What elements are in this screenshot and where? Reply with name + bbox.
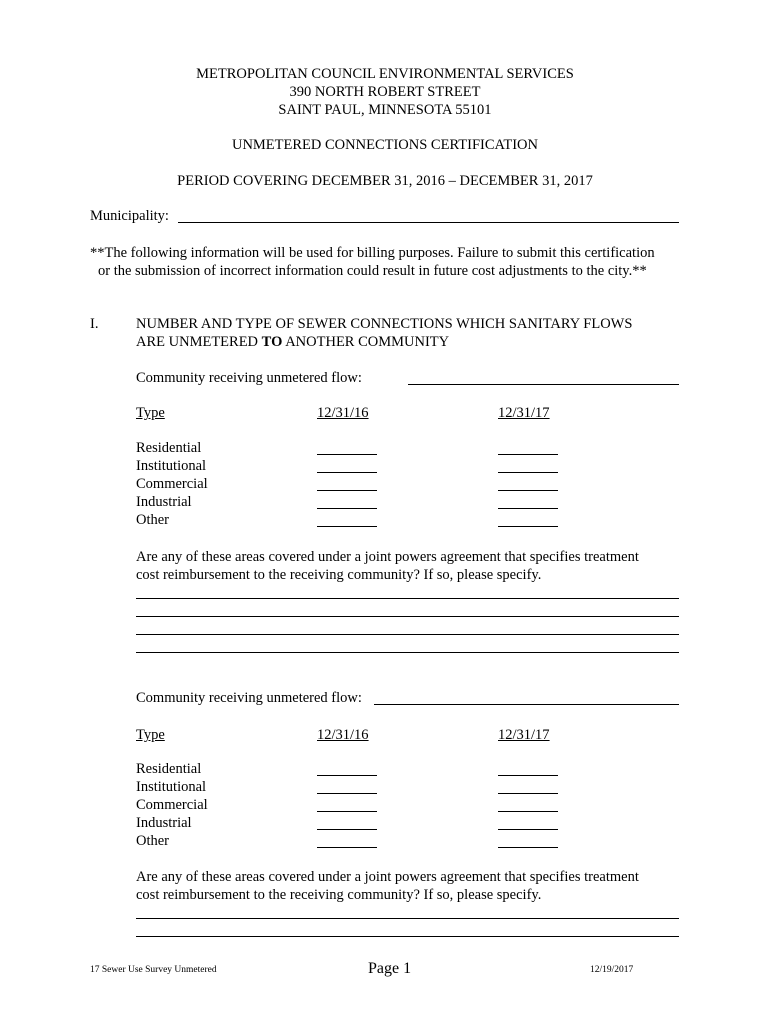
section-heading-line-2: ARE UNMETERED TO ANOTHER COMMUNITY <box>136 334 450 350</box>
notice-line-2: or the submission of incorrect information could result in future cost adjustments to the city.** <box>98 263 647 279</box>
other-2017-field-1[interactable] <box>498 526 558 527</box>
community-label-2: Community receiving unmetered flow: <box>136 690 362 706</box>
commercial-2016-field-1[interactable] <box>317 490 377 491</box>
specify-line-1b[interactable] <box>136 616 679 617</box>
commercial-2017-field-1[interactable] <box>498 490 558 491</box>
type-header-1: Type <box>136 405 165 421</box>
type-institutional-1: Institutional <box>136 458 207 474</box>
residential-2016-field-1[interactable] <box>317 454 377 455</box>
type-residential-2: Residential <box>136 761 202 777</box>
section-heading-line-1: NUMBER AND TYPE OF SEWER CONNECTIONS WHICH SANITARY FLOWS <box>136 316 633 332</box>
institutional-2017-field-1[interactable] <box>498 472 558 473</box>
type-residential-1: Residential <box>136 440 202 456</box>
form-title: UNMETERED CONNECTIONS CERTIFICATION <box>231 137 539 153</box>
footer-date: 12/19/2017 <box>590 965 634 975</box>
residential-2017-field-2[interactable] <box>498 775 558 776</box>
type-other-1: Other <box>136 512 170 528</box>
industrial-2017-field-2[interactable] <box>498 829 558 830</box>
footer-page-number: Page 1 <box>368 960 412 977</box>
institutional-2016-field-1[interactable] <box>317 472 377 473</box>
type-institutional-2: Institutional <box>136 779 207 795</box>
section-number: I. <box>90 316 99 332</box>
other-2017-field-2[interactable] <box>498 847 558 848</box>
community-field-1[interactable] <box>408 384 679 385</box>
col-2017-header-2: 12/31/17 <box>498 727 550 743</box>
specify-line-1d[interactable] <box>136 652 679 653</box>
specify-line-1a[interactable] <box>136 598 679 599</box>
joint-powers-question-2a: Are any of these areas covered under a joint powers agreement that specifies treatment <box>136 869 639 885</box>
industrial-2017-field-1[interactable] <box>498 508 558 509</box>
specify-line-2b[interactable] <box>136 936 679 937</box>
org-name: METROPOLITAN COUNCIL ENVIRONMENTAL SERVICES <box>196 66 574 82</box>
col-2017-header-1: 12/31/17 <box>498 405 550 421</box>
type-industrial-1: Industrial <box>136 494 192 510</box>
residential-2016-field-2[interactable] <box>317 775 377 776</box>
joint-powers-question-1b: cost reimbursement to the receiving community? If so, please specify. <box>136 567 542 583</box>
residential-2017-field-1[interactable] <box>498 454 558 455</box>
col-2016-header-2: 12/31/16 <box>317 727 369 743</box>
other-2016-field-2[interactable] <box>317 847 377 848</box>
community-field-2[interactable] <box>374 704 679 705</box>
industrial-2016-field-1[interactable] <box>317 508 377 509</box>
footer-document-name: 17 Sewer Use Survey Unmetered <box>90 965 217 975</box>
type-industrial-2: Industrial <box>136 815 192 831</box>
col-2016-header-1: 12/31/16 <box>317 405 369 421</box>
notice-line-1: **The following information will be used for billing purposes. Failure to submit this certification <box>90 245 655 261</box>
joint-powers-question-2b: cost reimbursement to the receiving community? If so, please specify. <box>136 887 542 903</box>
org-street: 390 NORTH ROBERT STREET <box>289 84 481 100</box>
type-header-2: Type <box>136 727 165 743</box>
commercial-2016-field-2[interactable] <box>317 811 377 812</box>
type-other-2: Other <box>136 833 170 849</box>
community-label-1: Community receiving unmetered flow: <box>136 370 362 386</box>
municipality-label: Municipality: <box>90 208 169 224</box>
specify-line-1c[interactable] <box>136 634 679 635</box>
municipality-field[interactable] <box>178 222 679 223</box>
institutional-2017-field-2[interactable] <box>498 793 558 794</box>
joint-powers-question-1a: Are any of these areas covered under a joint powers agreement that specifies treatment <box>136 549 639 565</box>
industrial-2016-field-2[interactable] <box>317 829 377 830</box>
type-commercial-2: Commercial <box>136 797 208 813</box>
specify-line-2a[interactable] <box>136 918 679 919</box>
type-commercial-1: Commercial <box>136 476 208 492</box>
commercial-2017-field-2[interactable] <box>498 811 558 812</box>
org-city: SAINT PAUL, MINNESOTA 55101 <box>278 102 492 118</box>
institutional-2016-field-2[interactable] <box>317 793 377 794</box>
other-2016-field-1[interactable] <box>317 526 377 527</box>
period-covering: PERIOD COVERING DECEMBER 31, 2016 – DECEMBER 31, 2017 <box>177 173 593 189</box>
